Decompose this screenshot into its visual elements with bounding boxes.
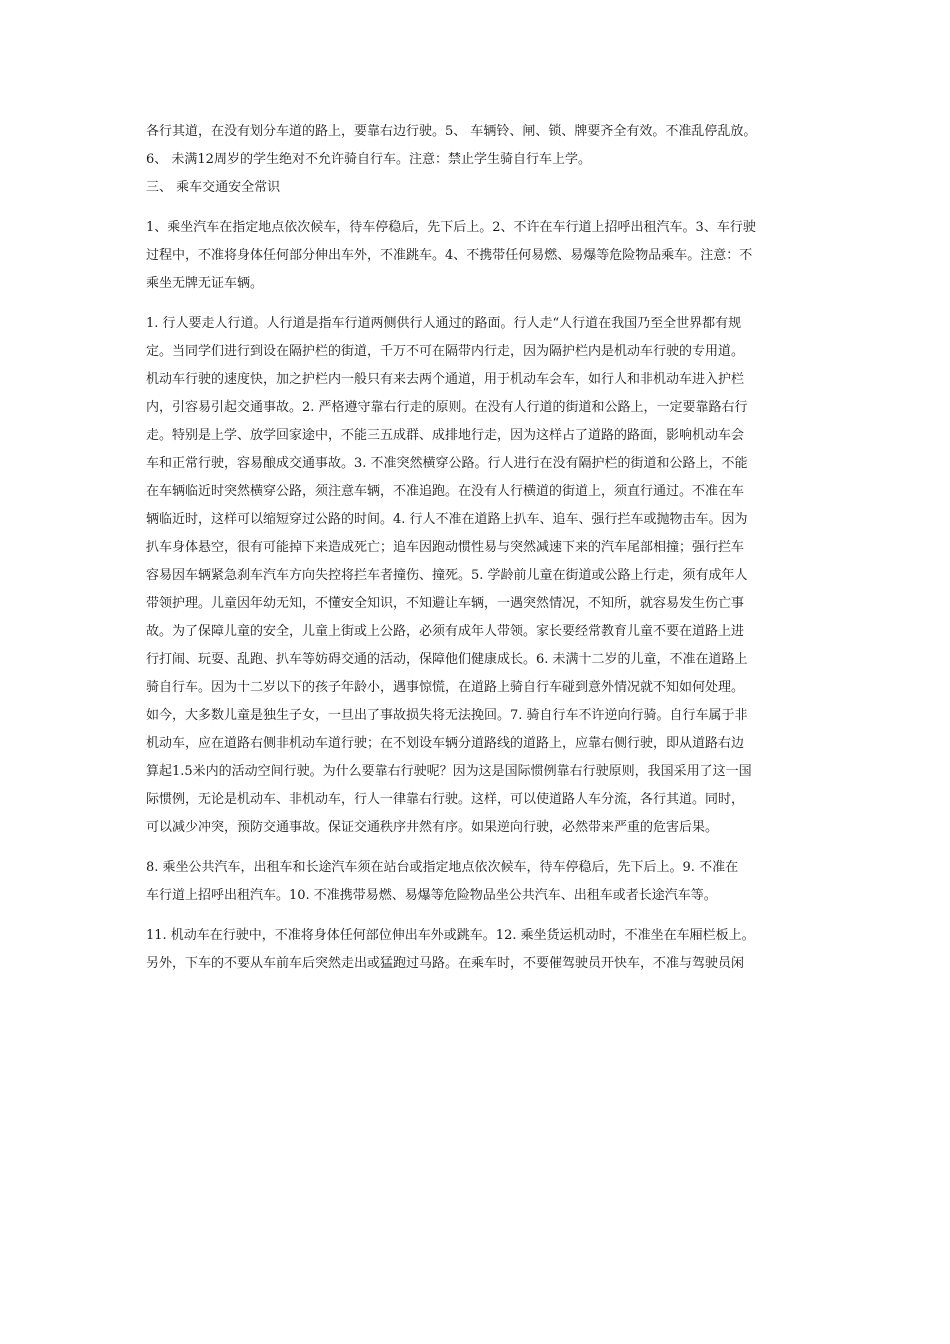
text-line: 带领护理。儿童因年幼无知，不懂安全知识，不知避让车辆，一遇突然情况，不知所，就容易发生伤亡事 [146,596,745,611]
text-line: 际惯例，无论是机动车、非机动车，行人一律靠右行驶。这样，可以使道路人车分流，各行其道。同时， [146,792,745,807]
text-line: 过程中，不准将身体任何部分伸出车外，不准跳车。4、不携带任何易燃、易爆等危险物品乘车。注意：不 [146,248,753,263]
text-line: 6、 未满12周岁的学生绝对不允许骑自行车。注意：禁止学生骑自行车上学。 [146,152,591,167]
text-line: 如今，大多数儿童是独生子女，一旦出了事故损失将无法挽回。7. 骑自行车不许逆向行骑。自行车属于非 [146,708,748,723]
text-line: 定。当同学们进行到设在隔护栏的街道，千万不可在隔带内行走，因为隔护栏内是机动车行驶的专用道。 [146,344,745,359]
text-line: 骑自行车。因为十二岁以下的孩子年龄小，遇事惊慌，在道路上骑自行车碰到意外情况就不知如何处理。 [146,680,745,695]
section-heading: 三、 乘车交通安全常识 [146,180,281,195]
text-line: 11. 机动车在行驶中，不准将身体任何部位伸出车外或跳车。12. 乘坐货运机动时，不准坐在车厢栏板上。 [146,928,755,943]
paragraph-bicycle-rules [146,118,810,174]
text-line: 8. 乘坐公共汽车，出租车和长途汽车须在站台或指定地点依次候车，待车停稳后，先下后上。9. 不准在 [146,860,739,875]
text-line: 可以减少冲突，预防交通事故。保证交通秩序井然有序。如果逆向行驶，必然带来严重的危害后果。 [146,820,719,835]
text-line: 1. 行人要走人行道。人行道是指车行道两侧供行人通过的路面。行人走“人行道在我国乃至全世界都有规 [146,316,742,331]
text-line: 扒车身体悬空，很有可能掉下来造成死亡；追车因跑动惯性易与突然减速下来的汽车尾部相撞；强行拦车 [146,540,745,555]
text-line: 算起1.5米内的活动空间行驶。为什么要靠右行驶呢？因为这是国际惯例靠右行驶原则，我国采用了这一国 [146,764,752,779]
text-line: 辆临近时，这样可以缩短穿过公路的时间。4. 行人不准在道路上扒车、追车、强行拦车或抛物击车。因为 [146,512,748,527]
text-line: 1、乘坐汽车在指定地点依次候车，待车停稳后，先下后上。2、不许在车行道上招呼出租汽车。3、车行驶 [146,220,756,235]
paragraph-pedestrian-rules [146,310,810,842]
text-line: 机动车行驶的速度快，加之护栏内一般只有来去两个通道，用于机动车会车，如行人和非机动车进入护栏 [146,372,745,387]
text-line: 走。特别是上学、放学回家途中，不能三五成群、成排地行走，因为这样占了道路的路面，影响机动车会 [146,428,745,443]
text-line: 各行其道，在没有划分车道的路上，要靠右边行驶。5、 车辆铃、闸、锁、牌要齐全有效。不准乱停乱放。 [146,124,757,139]
text-line: 内，引容易引起交通事故。2. 严格遵守靠右行走的原则。在没有人行道的街道和公路上，一定要靠路右行 [146,400,748,415]
paragraph-bus-rules [146,854,810,910]
text-line: 容易因车辆紧急刹车汽车方向失控将拦车者撞伤、撞死。5. 学龄前儿童在街道或公路上行走，须有成年人 [146,568,748,583]
text-line: 机动车，应在道路右侧非机动车道行驶；在不划设车辆分道路线的道路上，应靠右侧行驶，即从道路右边 [146,736,745,751]
text-line: 在车辆临近时突然横穿公路，须注意车辆，不准追跑。在没有人行横道的街道上，须直行通过。不准在车 [146,484,745,499]
text-line: 车和正常行驶，容易酿成交通事故。3. 不准突然横穿公路。行人进行在没有隔护栏的街道和公路上，不能 [146,456,748,471]
text-line: 车行道上招呼出租汽车。10. 不准携带易燃、易爆等危险物品坐公共汽车、出租车或者长途汽车等。 [146,888,717,903]
text-line: 故。为了保障儿童的安全，儿童上街或上公路，必须有成年人带领。家长要经常教育儿童不要在道路上进 [146,624,745,639]
document-page [146,118,810,978]
paragraph-vehicle-rules [146,922,810,978]
paragraph-riding-rules [146,214,810,298]
text-line: 乘坐无牌无证车辆。 [146,276,264,291]
text-line: 另外，下车的不要从车前车后突然走出或猛跑过马路。在乘车时，不要催驾驶员开快车，不准与驾驶员闲 [146,956,745,971]
text-line: 行打闹、玩耍、乱跑、扒车等妨碍交通的活动，保障他们健康成长。6. 未满十二岁的儿童，不准在道路上 [146,652,748,667]
